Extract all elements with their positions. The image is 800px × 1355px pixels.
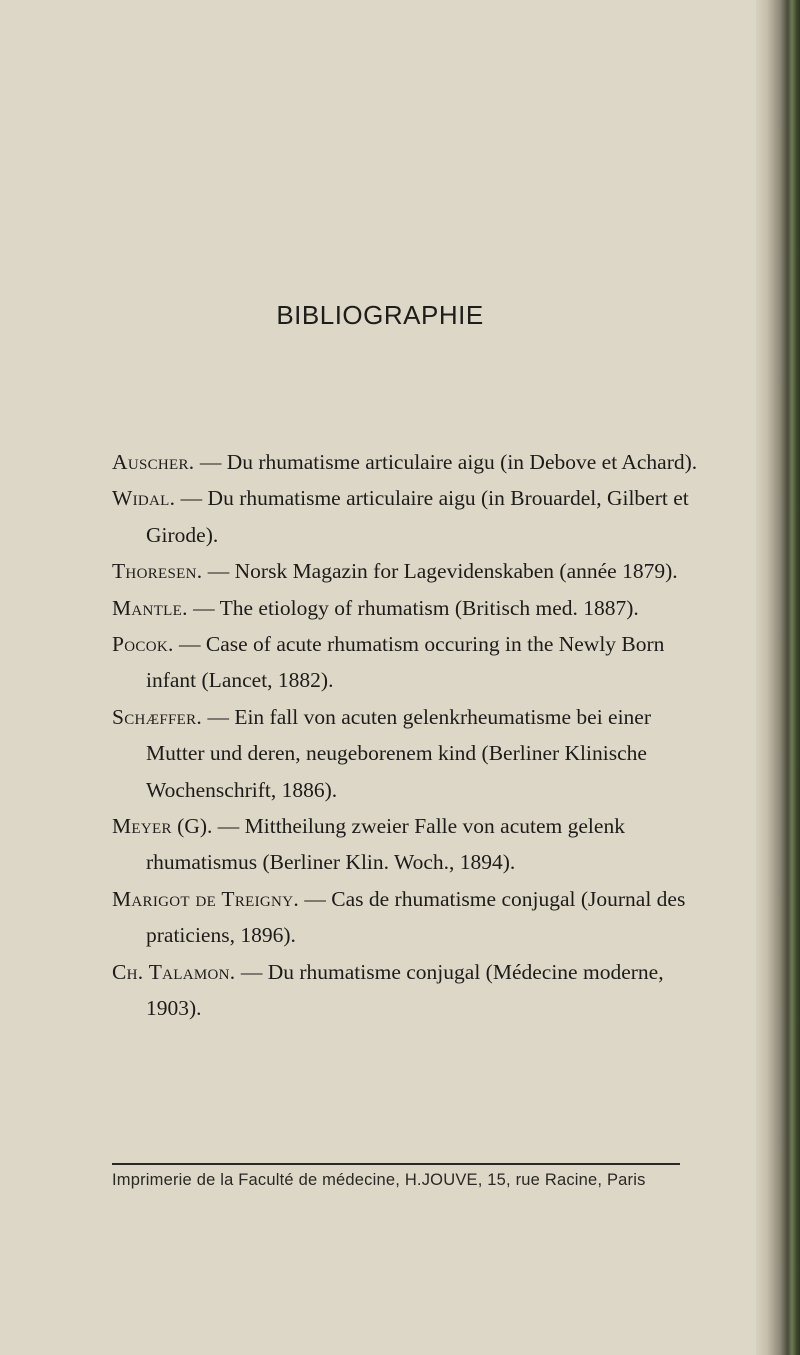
bibliography-entry: [112, 699, 712, 808]
entry-text: — Du rhumatisme conjugal (Médecine moderne, 1903).: [146, 959, 664, 1021]
bibliography-entry: [112, 881, 712, 954]
entry-author: Pocok.: [112, 632, 174, 657]
entry-author: Thoresen.: [112, 559, 203, 584]
bibliography-entry: [112, 626, 712, 699]
bibliography-entry: [112, 480, 712, 553]
entry-text: — The etiology of rhumatism (Britisch med. 1887).: [187, 595, 639, 620]
printer-imprint: Imprimerie de la Faculté de médecine, H.JOUVE, 15, rue Racine, Paris: [112, 1171, 646, 1189]
bibliography-entry: [112, 590, 712, 626]
entry-author: Ch. Talamon.: [112, 959, 236, 984]
entry-text: — Case of acute rhumatism occuring in the Newly Born infant (Lancet, 1882).: [146, 632, 665, 693]
entry-author: Schæffer.: [112, 704, 203, 729]
bibliography-entry: [112, 553, 712, 589]
entry-text: — Norsk Magazin for Lagevidenskaben (année 1879).: [202, 559, 678, 584]
bibliography-entry: [112, 444, 712, 480]
entry-text: — Du rhumatisme articulaire aigu (in Debove et Achard).: [194, 450, 698, 474]
entry-author: Auscher.: [112, 450, 195, 474]
bibliography-entry: [112, 954, 712, 1027]
entry-author: Widal.: [112, 486, 176, 511]
entry-text: (G). — Mittheilung zweier Falle von acutem gelenk rhumatismus (Berliner Klin. Woch., 1894).: [146, 814, 625, 875]
bibliography-list: [112, 444, 712, 1027]
page-edge-shadow: [756, 0, 800, 1355]
entry-text: — Cas de rhumatisme conjugal (Journal des praticiens, 1896).: [146, 886, 686, 948]
page-title: BIBLIOGRAPHIE: [276, 300, 484, 330]
bibliography-entry: [112, 808, 712, 881]
footer-divider: [112, 1163, 680, 1165]
entry-text: — Du rhumatisme articulaire aigu (in Brouardel, Gilbert et Girode).: [146, 486, 689, 547]
entry-author: Mantle.: [112, 595, 188, 620]
entry-author: Meyer: [112, 814, 172, 839]
entry-author: Marigot de Treigny.: [112, 886, 300, 911]
entry-text: — Ein fall von acuten gelenkrheumatisme bei einer Mutter und deren, neugeborenem kind (Berliner Klinische Wochenschrift, 1886).: [146, 704, 652, 802]
